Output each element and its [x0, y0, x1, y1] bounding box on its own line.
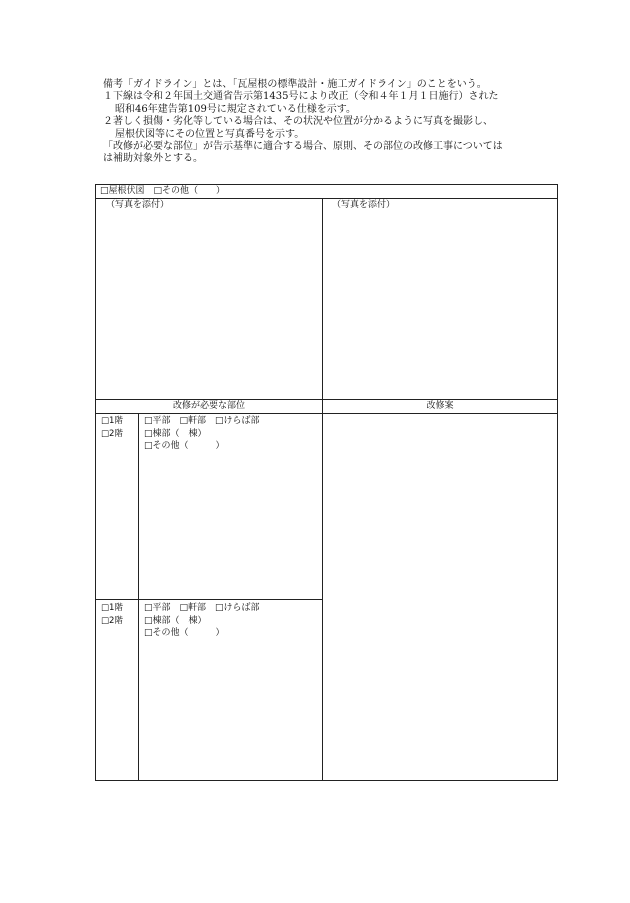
section2-parts-line1[interactable]: □平部 □軒部 □けらば部	[144, 603, 260, 613]
section2-floors	[101, 602, 123, 627]
floor-column-divider	[138, 413, 139, 780]
photo-left-label: （写真を添付）	[106, 200, 170, 210]
note-line-2: １下線は令和２年国土交通省告示第1435号により改正（令和４年１月１日施行）された	[103, 91, 499, 103]
section2-parts	[144, 602, 260, 640]
note-line-5: 屋根伏図等にその位置と写真番号を示す。	[115, 128, 305, 140]
note-line-6: 「改修が必要な部位」が告示基準に適合する場合、原則、その部位の改修工事については	[103, 141, 503, 153]
note-line-4: ２著しく損傷・劣化等している場合は、その状況や位置が分かるように写真を撮影し、	[103, 116, 493, 128]
col-parts-title: 改修が必要な部位	[172, 401, 245, 411]
photo-bottom-divider	[96, 399, 557, 400]
note-line-7: は補助対象外とする。	[103, 153, 203, 165]
section2-parts-line3[interactable]: □その他（ ）	[144, 628, 225, 638]
section1-floor2-checkbox[interactable]: □2階	[101, 428, 123, 439]
section1-floors	[101, 415, 123, 440]
section-divider	[96, 599, 322, 600]
roof-repair-form	[95, 184, 558, 781]
section1-parts-line3[interactable]: □その他（ ）	[144, 441, 225, 451]
repair-plan-area[interactable]	[323, 414, 557, 780]
section1-parts	[144, 415, 260, 453]
notes-block	[103, 79, 563, 166]
note-line-1: 備考「ガイドライン」とは、「瓦屋根の標準設計・施工ガイドライン」のことをいう。	[103, 79, 487, 90]
section1-parts-line1[interactable]: □平部 □軒部 □けらば部	[144, 416, 260, 426]
photo-right-area[interactable]	[323, 199, 557, 399]
section1-floor1-checkbox[interactable]: □1階	[101, 416, 123, 426]
note-line-3: 昭和46年建告第109号に規定されている仕様を示す。	[115, 103, 357, 115]
photo-right-label: （写真を添付）	[332, 200, 396, 210]
section2-floor1-checkbox[interactable]: □1階	[101, 603, 123, 613]
header-options[interactable]: □屋根伏図 □その他（ ）	[100, 186, 226, 196]
section1-parts-line2[interactable]: □棟部（ 棟）	[144, 428, 207, 439]
col-plan-title: 改修案	[426, 401, 454, 411]
photo-left-area[interactable]	[96, 199, 322, 399]
section2-floor2-checkbox[interactable]: □2階	[101, 615, 123, 626]
section2-parts-line2[interactable]: □棟部（ 棟）	[144, 615, 207, 626]
